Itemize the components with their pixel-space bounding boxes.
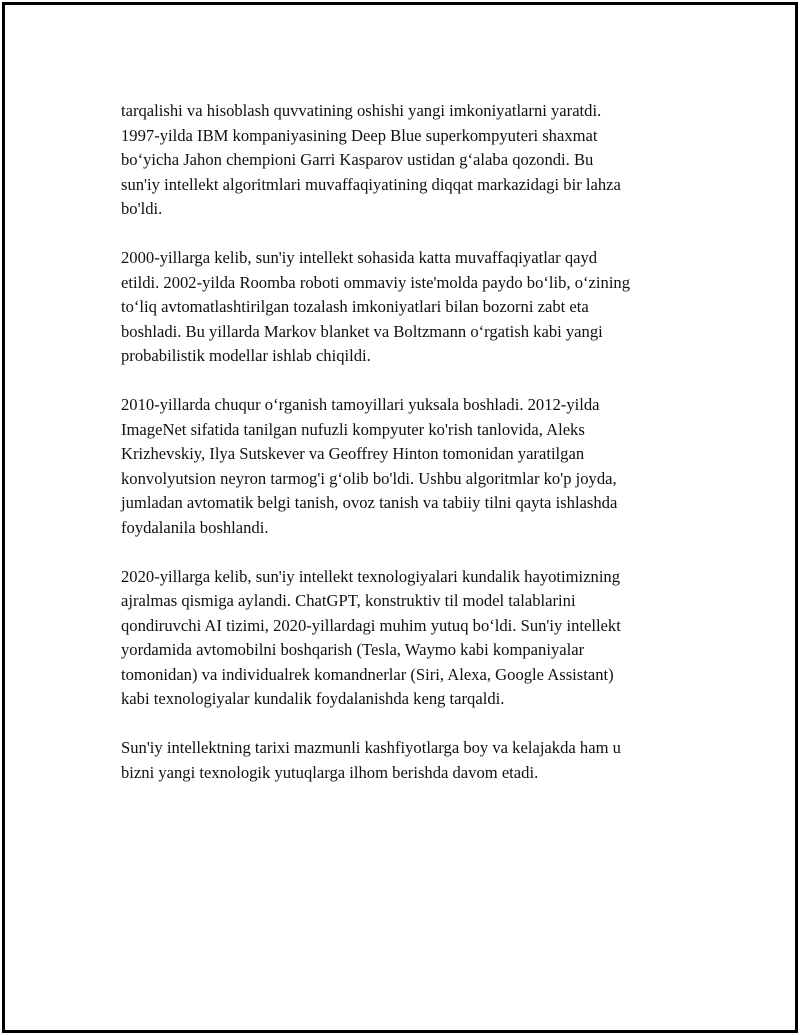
text-line: Krizhevskiy, Ilya Sutskever va Geoffrey Hinton tomonidan yaratilgan bbox=[121, 444, 585, 463]
text-line: tarqalishi va hisoblash quvvatining oshishi yangi imkoniyatlarni yaratdi. bbox=[121, 101, 602, 120]
text-line: tomonidan) va individualrek komandnerlar (Siri, Alexa, Google Assistant) bbox=[121, 664, 614, 684]
text-line: bizni yangi texnologik yutuqlarga ilhom berishda davom etadi. bbox=[121, 762, 539, 782]
text-line: kabi texnologiyalar kundalik foydalanishda keng tarqaldi. bbox=[121, 689, 505, 708]
paragraph-5 bbox=[121, 736, 691, 785]
paragraph-4 bbox=[121, 565, 691, 712]
text-line: 2000-yillarga kelib, sun'iy intellekt sohasida katta muvaffaqiyatlar qayd bbox=[121, 248, 598, 267]
text-line: to‘liq avtomatlashtirilgan tozalash imkoniyatlari bilan bozorni zabt eta bbox=[121, 297, 589, 316]
text-line: yordamida avtomobilni boshqarish (Tesla, Waymo kabi kompaniyalar bbox=[121, 640, 585, 659]
text-line: foydalanila boshlandi. bbox=[121, 517, 269, 537]
paragraph-3 bbox=[121, 393, 691, 540]
text-line: ImageNet sifatida tanilgan nufuzli kompyuter ko'rish tanlovida, Aleks bbox=[121, 419, 585, 439]
text-line: jumladan avtomatik belgi tanish, ovoz tanish va tabiiy tilni qayta ishlashda bbox=[121, 493, 618, 512]
text-line: etildi. 2002-yilda Roomba roboti ommaviy iste'molda paydo bo‘lib, o‘zining bbox=[121, 272, 631, 292]
text-line: 1997-yilda IBM kompaniyasining Deep Blue superkompyuteri shaxmat bbox=[121, 125, 598, 145]
document-body bbox=[121, 99, 691, 810]
text-line: Sun'iy intellektning tarixi mazmunli kashfiyotlarga boy va kelajakda ham u bbox=[121, 738, 621, 757]
page-frame bbox=[2, 2, 798, 1033]
text-line: 2020-yillarga kelib, sun'iy intellekt texnologiyalari kundalik hayotimizning bbox=[121, 566, 621, 586]
text-line: 2010-yillarda chuqur o‘rganish tamoyillari yuksala boshladi. 2012-yilda bbox=[121, 395, 600, 414]
text-line: qondiruvchi AI tizimi, 2020-yillardagi muhim yutuq bo‘ldi. Sun'iy intellekt bbox=[121, 615, 621, 635]
text-line: probabilistik modellar ishlab chiqildi. bbox=[121, 346, 371, 365]
text-line: sun'iy intellekt algoritmlari muvaffaqiyatining diqqat markazidagi bir lahza bbox=[121, 174, 621, 194]
paragraph-1 bbox=[121, 99, 691, 222]
paragraph-2 bbox=[121, 246, 691, 369]
text-line: konvolyutsion neyron tarmog'i g‘olib bo'ldi. Ushbu algoritmlar ko'p joyda, bbox=[121, 468, 617, 488]
text-line: boshladi. Bu yillarda Markov blanket va Boltzmann o‘rgatish kabi yangi bbox=[121, 321, 603, 341]
text-line: bo‘yicha Jahon chempioni Garri Kasparov ustidan g‘alaba qozondi. Bu bbox=[121, 150, 594, 169]
text-line: ajralmas qismiga aylandi. ChatGPT, konstruktiv til model talablarini bbox=[121, 591, 576, 610]
text-line: bo'ldi. bbox=[121, 199, 163, 218]
